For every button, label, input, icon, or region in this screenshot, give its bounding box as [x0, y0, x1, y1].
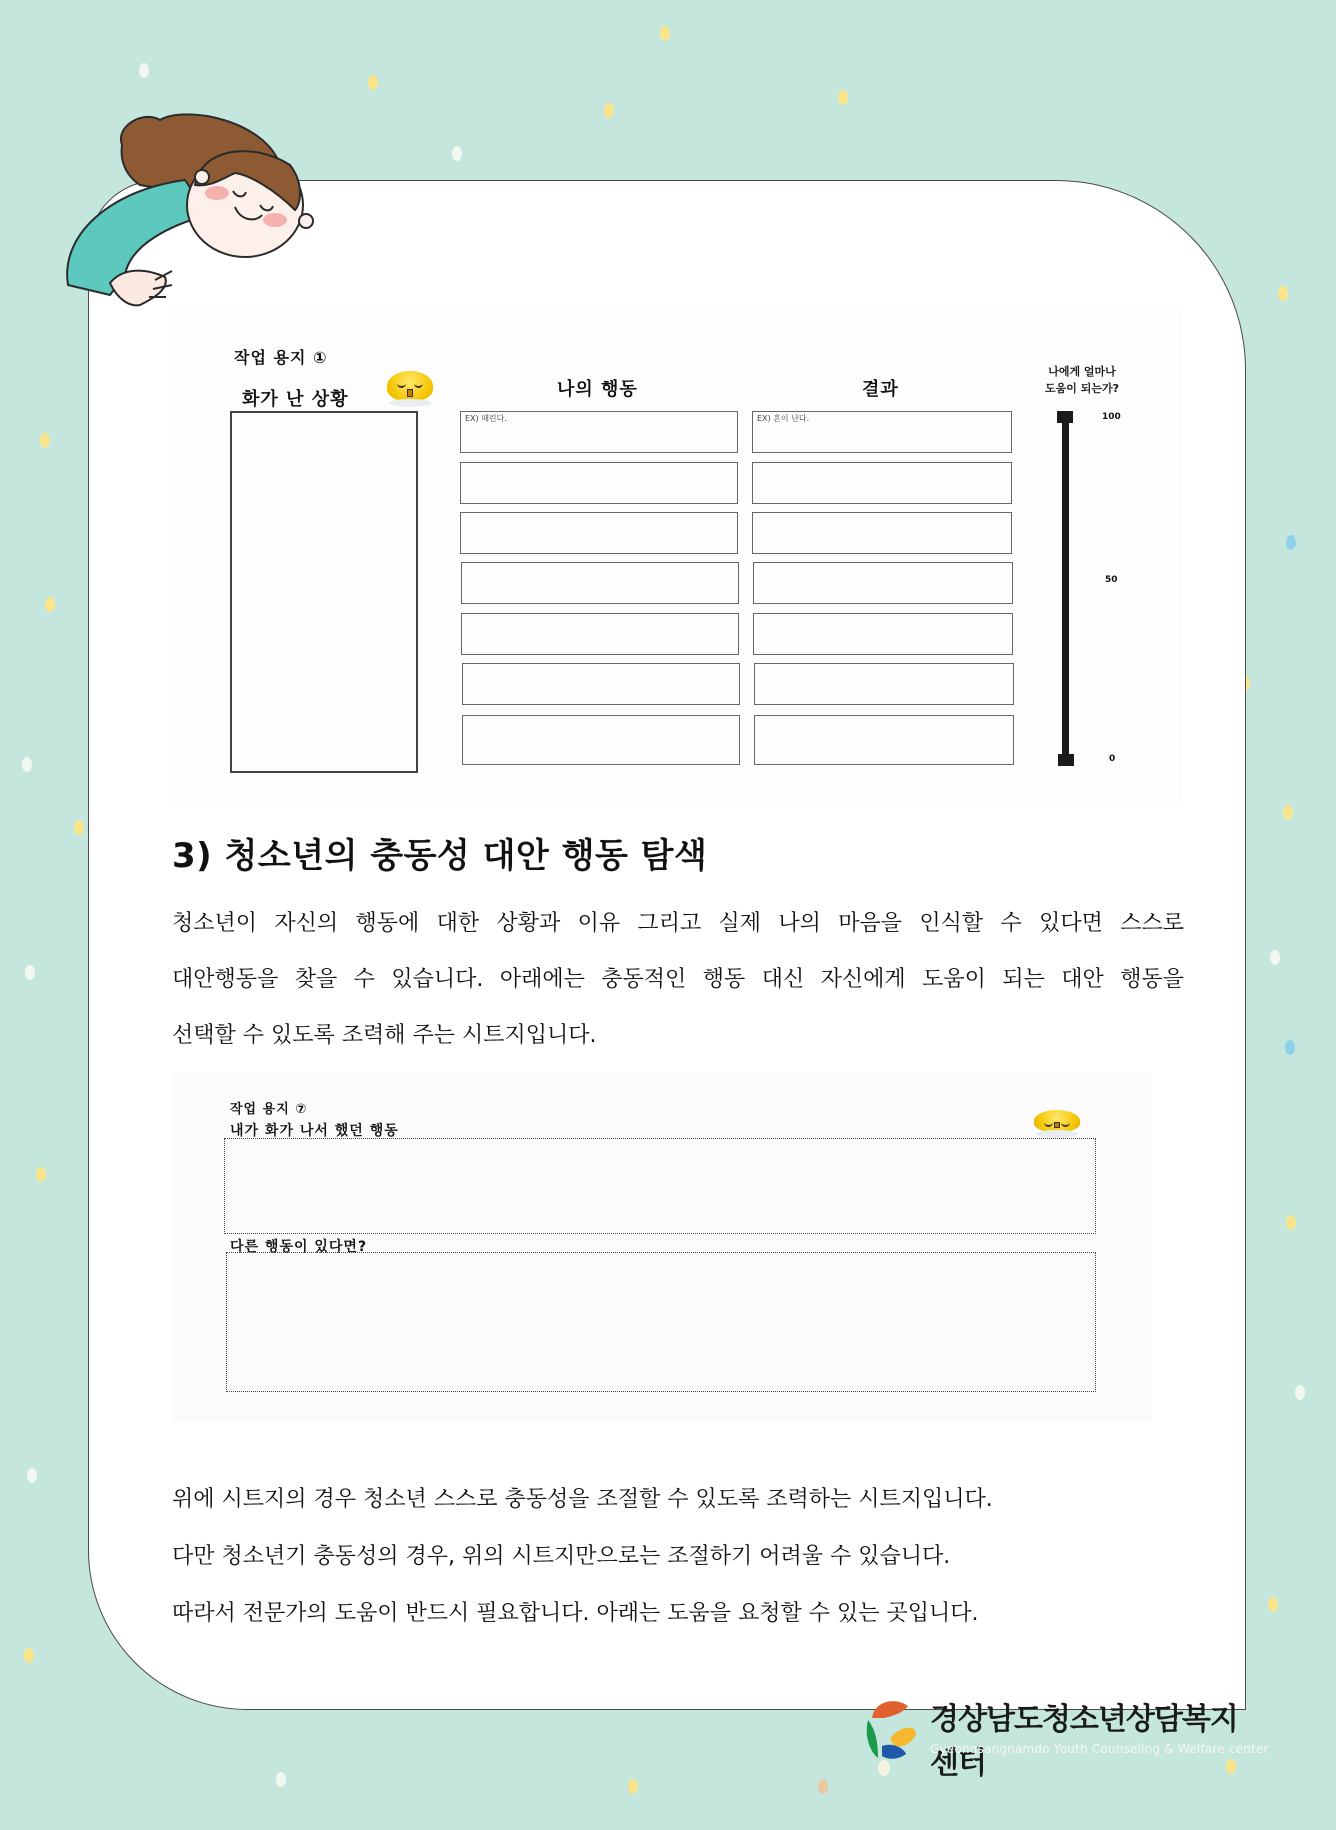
- column-header-situation: 화가 난 상황: [242, 389, 349, 410]
- scale-tick-50: 50: [1105, 575, 1118, 585]
- dot-decoration: [1295, 1385, 1305, 1400]
- section-paragraph: [172, 896, 1184, 1064]
- action-input-box[interactable]: [461, 613, 739, 655]
- alternative-behavior-label: 다른 행동이 있다면?: [230, 1239, 368, 1255]
- action-input-box[interactable]: [462, 715, 740, 765]
- situation-input-box[interactable]: [230, 411, 418, 773]
- dot-decoration: [276, 1772, 286, 1787]
- worksheet-1: [172, 305, 1182, 805]
- dot-decoration: [1278, 286, 1288, 301]
- dot-decoration: [24, 1648, 34, 1663]
- angry-steam-emoji-icon: [387, 371, 433, 401]
- result-input-box[interactable]: [753, 562, 1013, 604]
- dot-decoration: [22, 757, 32, 772]
- dot-decoration: [1286, 1215, 1296, 1230]
- dot-decoration: [452, 146, 462, 161]
- closing-line: 위에 시트지의 경우 청소년 스스로 충동성을 조절할 수 있도록 조력하는 시트지입니다.: [172, 1487, 993, 1512]
- center-name-korean: 경상남도청소년상담복지센터: [930, 1702, 1238, 1781]
- dot-decoration: [1283, 805, 1293, 820]
- center-logo-mark-icon: [864, 1696, 918, 1776]
- paragraph-line: 대안행동을 찾을 수 있습니다. 아래에는 충동적인 행동 대신 자신에게 도움이 되는 대안 행동을: [172, 967, 1184, 992]
- dot-decoration: [74, 820, 84, 835]
- column-header-action: 나의 행동: [557, 379, 638, 400]
- dot-decoration: [25, 965, 35, 980]
- dot-decoration: [628, 1779, 638, 1794]
- dot-decoration: [838, 90, 848, 105]
- past-behavior-label: 내가 화가 나서 했던 행동: [230, 1123, 399, 1139]
- result-input-box[interactable]: [752, 512, 1012, 554]
- girl-hugging-icon: [50, 95, 330, 335]
- closing-line: 따라서 전문가의 도움이 반드시 필요합니다. 아래는 도움을 요청할 수 있는 곳입니다.: [172, 1601, 979, 1626]
- action-input-box[interactable]: [461, 562, 739, 604]
- dot-decoration: [1270, 950, 1280, 965]
- result-input-box[interactable]: EX) 혼이 난다.: [752, 411, 1012, 453]
- scale-cap-top: [1057, 411, 1073, 423]
- dot-decoration: [604, 103, 614, 118]
- dot-decoration: [45, 597, 55, 612]
- paragraph-line: 선택할 수 있도록 조력해 주는 시트지입니다.: [172, 1023, 597, 1048]
- dot-decoration: [660, 26, 670, 41]
- dot-decoration: [368, 75, 378, 90]
- dot-decoration: [1286, 535, 1296, 550]
- action-input-box[interactable]: EX) 때린다.: [460, 411, 738, 453]
- dot-decoration: [818, 1779, 828, 1794]
- result-input-box[interactable]: [752, 462, 1012, 504]
- section-title: 3) 청소년의 충동성 대안 행동 탐색: [172, 836, 708, 876]
- scale-tick-0: 0: [1109, 754, 1116, 764]
- closing-line: 다만 청소년기 충동성의 경우, 위의 시트지만으로는 조절하기 어려울 수 있습니다.: [172, 1544, 951, 1569]
- helpfulness-scale-bar[interactable]: [1062, 415, 1069, 761]
- dot-decoration: [1268, 1597, 1278, 1612]
- paragraph-line: 청소년이 자신의 행동에 대한 상황과 이유 그리고 실제 나의 마음을 인식할 수 있다면 스스로: [172, 911, 1184, 936]
- result-input-box[interactable]: [754, 663, 1014, 705]
- center-logo: [864, 1690, 1269, 1790]
- scale-tick-100: 100: [1102, 412, 1121, 422]
- angry-steam-emoji-icon: [1034, 1110, 1080, 1132]
- action-input-box[interactable]: [460, 512, 738, 554]
- scale-cap-bottom: [1058, 754, 1074, 766]
- past-behavior-input-box[interactable]: [224, 1138, 1096, 1234]
- result-input-box[interactable]: [753, 613, 1013, 655]
- dot-decoration: [27, 1468, 37, 1483]
- worksheet-7: [172, 1072, 1152, 1422]
- column-header-helpfulness: 나에게 얼마나 도움이 되는가?: [1045, 365, 1119, 395]
- dot-decoration: [139, 63, 149, 78]
- center-name-english: Gyeongsangnamdo Youth Counseling & Welfare center: [930, 1742, 1269, 1756]
- dot-decoration: [1285, 1040, 1295, 1055]
- dot-decoration: [36, 1167, 46, 1182]
- dot-decoration: [40, 433, 50, 448]
- result-input-box[interactable]: [754, 715, 1014, 765]
- worksheet-1-title: 작업 용지 ①: [234, 348, 328, 367]
- column-header-result: 결과: [862, 379, 899, 400]
- action-input-box[interactable]: [462, 663, 740, 705]
- alternative-behavior-input-box[interactable]: [226, 1252, 1096, 1392]
- worksheet-7-title: 작업 용지 ⑦: [230, 1102, 308, 1117]
- action-input-box[interactable]: [460, 462, 738, 504]
